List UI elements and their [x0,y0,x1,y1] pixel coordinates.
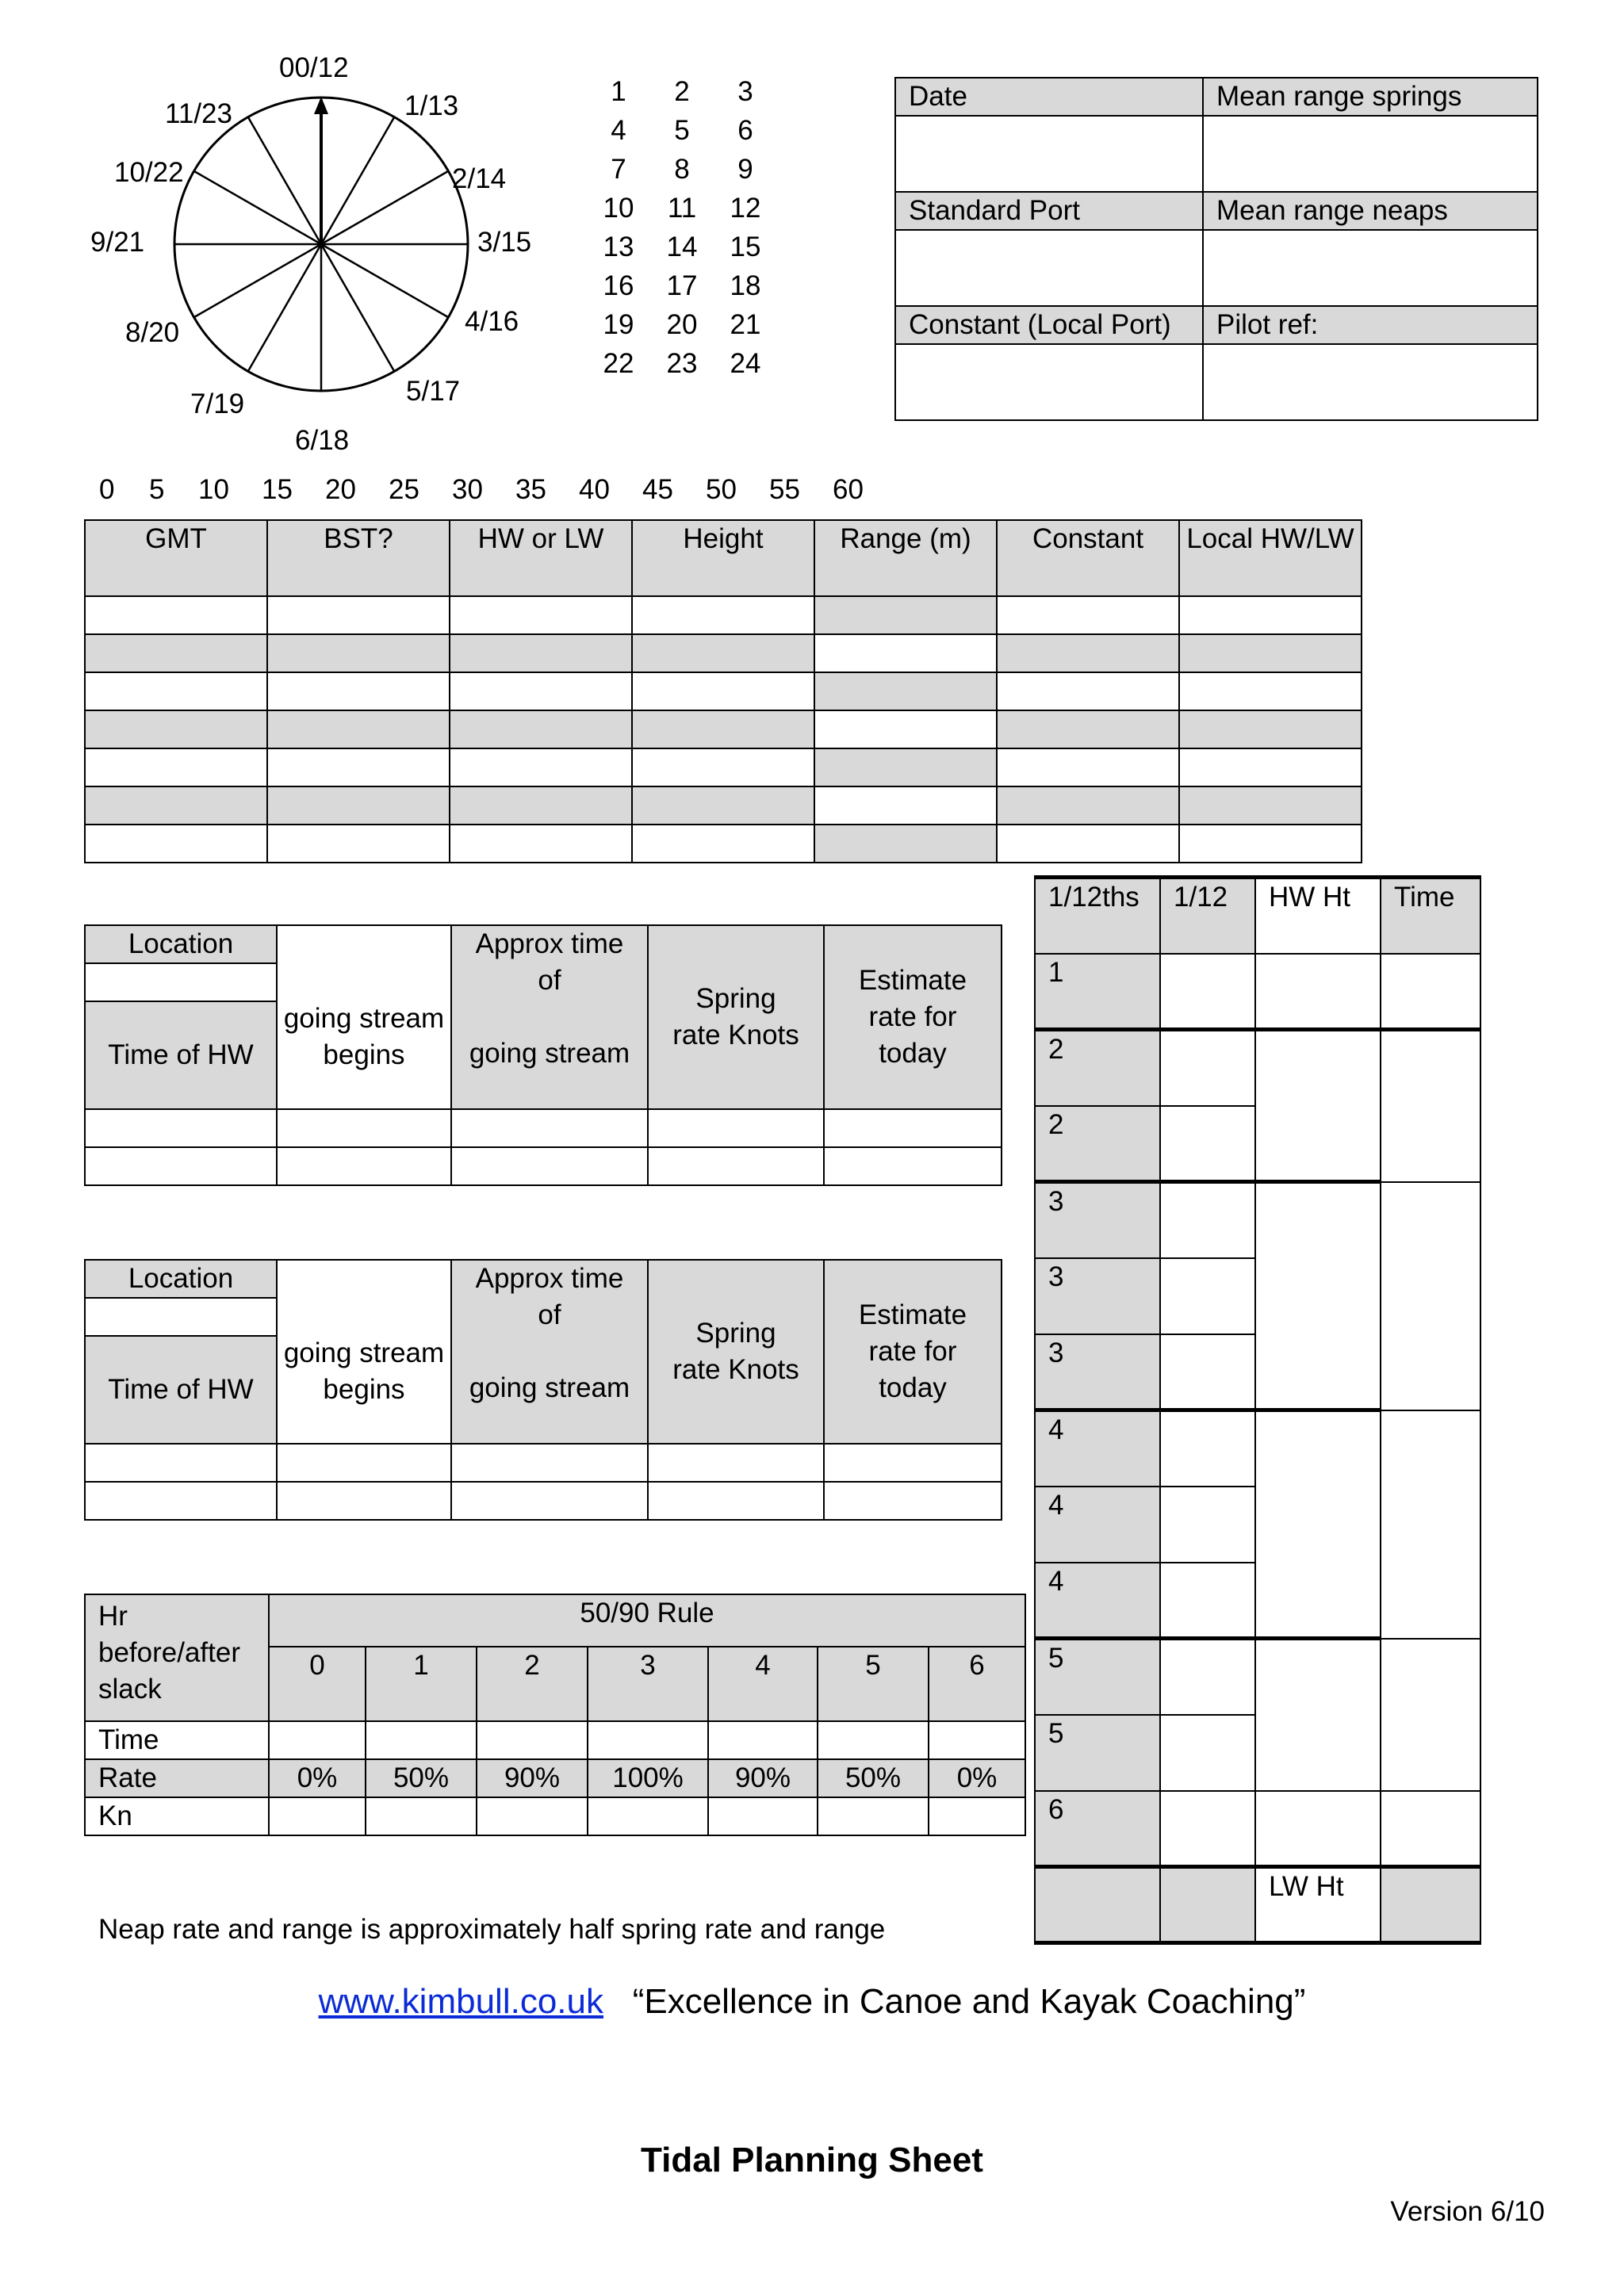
rate-value: 50% [366,1759,477,1797]
table-cell[interactable] [997,710,1179,748]
table-row [85,1444,1002,1482]
date-label: Date [895,78,1203,116]
table-cell[interactable] [648,1109,824,1147]
minute-tick: 40 [579,474,610,505]
table-cell[interactable] [997,634,1179,672]
table-cell[interactable] [814,596,997,634]
header-constant: Constant [997,520,1179,596]
table-cell[interactable] [818,1797,929,1835]
approx-time-header [451,1260,648,1444]
minute-tick: 45 [642,474,673,505]
table-cell[interactable] [1255,1410,1381,1639]
table-cell[interactable] [1035,1867,1160,1943]
table-cell[interactable] [269,1797,366,1835]
minute-tick: 55 [769,474,800,505]
mean-range-neaps-field[interactable] [1203,230,1538,306]
twelfths-row-label: 5 [1035,1639,1160,1715]
hr-before-after-slack-label: Hr before/after slack [85,1594,269,1721]
website-link[interactable]: www.kimbull.co.uk [318,1982,603,2021]
rule-of-twelfths-table [1034,875,1481,1945]
minute-tick: 15 [262,474,293,505]
table-cell[interactable] [814,825,997,863]
table-cell[interactable] [1381,1867,1480,1943]
hour-header: 4 [708,1647,818,1721]
neap-note: Neap rate and range is approximately half spring rate and range [98,1914,886,1945]
pilot-ref-field[interactable] [1203,344,1538,420]
table-cell[interactable] [1255,1639,1381,1791]
table-cell[interactable] [366,1797,477,1835]
rate-value: 100% [588,1759,708,1797]
hour-header: 0 [269,1647,366,1721]
grid-number: 10 [603,193,634,224]
rate-value: 0% [269,1759,366,1797]
table-cell[interactable] [267,672,450,710]
table-cell[interactable] [85,1444,277,1482]
table-cell[interactable] [648,1482,824,1520]
location-label: Location [85,925,277,963]
mean-range-springs-label: Mean range springs [1203,78,1538,116]
grid-number: 9 [737,154,753,185]
mean-range-springs-field[interactable] [1203,116,1538,192]
table-cell[interactable] [451,1147,648,1185]
table-row [85,1482,1002,1520]
rate-value: 50% [818,1759,929,1797]
tide-clock-diagram [159,95,492,420]
clock-label: 11/23 [165,98,232,129]
twelfths-row-label: 2 [1035,1030,1160,1106]
table-cell[interactable] [1255,1182,1381,1410]
hour-header: 2 [477,1647,588,1721]
table-cell[interactable] [708,1797,818,1835]
clock-label: 1/13 [404,90,459,121]
table-cell[interactable] [1179,596,1362,634]
table-cell[interactable] [85,1482,277,1520]
lw-ht-label: LW Ht [1255,1867,1381,1943]
table-cell[interactable] [997,596,1179,634]
hour-header: 5 [818,1647,929,1721]
grid-number: 24 [730,348,761,379]
table-cell[interactable] [1179,634,1362,672]
table-cell[interactable] [1381,1182,1480,1410]
table-cell[interactable] [277,1444,451,1482]
table-cell[interactable] [824,1482,1002,1520]
time-header: Time [1381,878,1480,954]
twelfths-row-label: 3 [1035,1182,1160,1258]
table-cell[interactable] [277,1482,451,1520]
hour-header: 1 [366,1647,477,1721]
table-cell[interactable] [85,825,267,863]
table-cell[interactable] [85,786,267,825]
table-cell[interactable] [451,1109,648,1147]
table-cell[interactable] [267,596,450,634]
table-cell[interactable] [1160,1334,1255,1410]
table-cell[interactable] [1160,1106,1255,1182]
table-cell[interactable] [824,1147,1002,1185]
table-cell[interactable] [814,710,997,748]
time-row-label: Time [85,1721,269,1759]
table-cell[interactable] [450,710,632,748]
table-cell[interactable] [818,1721,929,1759]
grid-number: 16 [603,270,634,301]
standard-port-label: Standard Port [895,192,1203,230]
grid-number: 17 [666,270,698,301]
table-cell[interactable] [814,786,997,825]
table-cell[interactable] [1160,954,1255,1030]
grid-number: 22 [603,348,634,379]
twelfths-row-label: 1 [1035,954,1160,1030]
table-cell[interactable] [588,1721,708,1759]
twelfths-row-label: 2 [1035,1106,1160,1182]
table-row [85,710,1362,748]
table-cell[interactable] [997,825,1179,863]
table-row [85,748,1362,786]
table-cell[interactable] [632,748,814,786]
hw-ht-header: HW Ht [1255,878,1381,954]
table-cell[interactable] [450,672,632,710]
approx-time-header [451,925,648,1109]
version-label: Version 6/10 [1390,2196,1545,2227]
twelfths-row-label: 3 [1035,1334,1160,1410]
grid-number: 5 [674,115,690,146]
date-field[interactable] [895,116,1203,192]
twelfths-row-label: 4 [1035,1410,1160,1487]
rate-row-label: Rate [85,1759,269,1797]
table-cell[interactable] [450,634,632,672]
clock-label: 8/20 [125,317,180,348]
table-cell[interactable] [1179,825,1362,863]
table-cell[interactable] [1179,748,1362,786]
clock-label: 6/18 [295,425,350,456]
table-cell[interactable] [632,786,814,825]
tide-times-table [84,519,1362,863]
table-cell[interactable] [632,825,814,863]
table-cell[interactable] [632,710,814,748]
table-row [85,786,1362,825]
fifty-ninety-rule-table [84,1594,1026,1836]
table-cell[interactable] [85,672,267,710]
pilot-ref-label: Pilot ref: [1203,306,1538,344]
grid-number: 18 [730,270,761,301]
table-cell[interactable] [1255,1791,1381,1867]
constant-local-port-field[interactable] [895,344,1203,420]
table-cell[interactable] [267,825,450,863]
clock-label: 3/15 [477,227,532,258]
approx-time-line: Approx time [475,928,624,959]
table-cell[interactable] [450,596,632,634]
clock-label: 4/16 [465,306,519,337]
header-bst: BST? [267,520,450,596]
page-title: Tidal Planning Sheet [641,2141,983,2179]
table-cell[interactable] [1255,1030,1381,1182]
grid-number: 21 [730,309,761,340]
table-cell[interactable] [929,1721,1025,1759]
minute-tick: 5 [149,474,165,505]
table-cell[interactable] [814,748,997,786]
table-cell[interactable] [1381,1410,1480,1639]
table-cell[interactable] [648,1444,824,1482]
minute-tick: 35 [515,474,546,505]
clock-label: 2/14 [452,163,507,194]
grid-number: 7 [611,154,626,185]
grid-number: 2 [674,76,690,107]
approx-time-line: going stream [469,1372,630,1403]
table-cell[interactable] [366,1721,477,1759]
standard-port-field[interactable] [895,230,1203,306]
twelfths-row-label: 4 [1035,1563,1160,1639]
table-cell[interactable] [85,710,267,748]
table-cell[interactable] [477,1797,588,1835]
clock-label: 5/17 [406,376,461,407]
estimate-rate-header: Estimate rate for today [824,925,1002,1109]
table-row [85,672,1362,710]
minute-tick: 60 [833,474,864,505]
time-of-hw-label: Time of HW [85,1001,277,1109]
table-cell[interactable] [1160,1715,1255,1791]
minute-tick: 20 [325,474,356,505]
table-row [85,1109,1002,1147]
table-cell[interactable] [277,1109,451,1147]
approx-time-line: Approx time [475,1263,624,1294]
twelfths-header: 1/12ths [1035,878,1160,954]
grid-number: 6 [737,115,753,146]
table-cell[interactable] [1160,1182,1255,1258]
header-range: Range (m) [814,520,997,596]
table-cell[interactable] [450,786,632,825]
table-cell[interactable] [997,672,1179,710]
table-cell[interactable] [632,634,814,672]
twelfths-row-label: 3 [1035,1258,1160,1334]
table-row [85,1147,1002,1185]
minute-tick: 25 [389,474,419,505]
table-cell[interactable] [1160,1563,1255,1639]
rate-value: 0% [929,1759,1025,1797]
grid-number: 13 [603,232,634,262]
tidal-stream-table-1 [84,924,1002,1186]
going-stream-begins-header: going stream begins [277,1260,451,1444]
table-cell[interactable] [1179,672,1362,710]
table-cell[interactable] [632,672,814,710]
table-cell[interactable] [824,1444,1002,1482]
twelfths-row-label: 5 [1035,1715,1160,1791]
tidal-stream-table-2 [84,1259,1002,1521]
grid-number: 12 [730,193,761,224]
table-cell[interactable] [267,710,450,748]
approx-time-line: going stream [469,1038,630,1069]
table-cell[interactable] [1381,954,1480,1030]
table-cell[interactable] [85,1109,277,1147]
table-row [85,596,1362,634]
minute-tick: 10 [198,474,229,505]
port-info-table [894,77,1538,421]
location-field[interactable] [85,1298,277,1336]
hour-number-grid [587,76,793,393]
twelfths-row-label: 4 [1035,1487,1160,1563]
table-cell[interactable] [450,748,632,786]
table-cell[interactable] [929,1797,1025,1835]
minute-tick: 50 [706,474,737,505]
one-twelfth-header: 1/12 [1160,878,1255,954]
header-local-hw-lw: Local HW/LW [1179,520,1362,596]
approx-time-line: of [538,965,561,996]
table-cell[interactable] [267,748,450,786]
table-cell[interactable] [1160,1867,1255,1943]
kn-row-label: Kn [85,1797,269,1835]
header-gmt: GMT [85,520,267,596]
approx-time-line: of [538,1299,561,1330]
minute-tick: 0 [99,474,115,505]
table-cell[interactable] [997,786,1179,825]
grid-number: 15 [730,232,761,262]
table-cell[interactable] [477,1721,588,1759]
grid-number: 19 [603,309,634,340]
going-stream-begins-header: going stream begins [277,925,451,1109]
table-cell[interactable] [708,1721,818,1759]
header-height: Height [632,520,814,596]
location-label: Location [85,1260,277,1298]
table-cell[interactable] [85,596,267,634]
grid-number: 3 [737,76,753,107]
table-cell[interactable] [1255,954,1381,1030]
grid-number: 23 [666,348,698,379]
table-cell[interactable] [85,748,267,786]
tagline: “Excellence in Canoe and Kayak Coaching” [632,1982,1306,2021]
minute-tick: 30 [452,474,483,505]
rate-value: 90% [477,1759,588,1797]
table-cell[interactable] [814,672,997,710]
table-cell[interactable] [632,596,814,634]
table-cell[interactable] [814,634,997,672]
table-cell[interactable] [1160,1791,1255,1867]
clock-label: 7/19 [190,388,245,419]
table-cell[interactable] [451,1482,648,1520]
grid-number: 4 [611,115,626,146]
spring-rate-header: Spring rate Knots [648,1260,824,1444]
rate-value: 90% [708,1759,818,1797]
mean-range-neaps-label: Mean range neaps [1203,192,1538,230]
table-row [85,825,1362,863]
header-hw-or-lw: HW or LW [450,520,632,596]
grid-number: 14 [666,232,698,262]
table-cell[interactable] [267,786,450,825]
clock-label: 00/12 [279,52,349,83]
table-cell[interactable] [1160,1487,1255,1563]
table-cell[interactable] [1381,1639,1480,1791]
grid-number: 20 [666,309,698,340]
clock-label: 10/22 [114,157,184,188]
table-row [85,634,1362,672]
constant-local-port-label: Constant (Local Port) [895,306,1203,344]
minute-scale [89,474,882,511]
twelfths-row-label: 6 [1035,1791,1160,1867]
clock-label: 9/21 [90,227,145,258]
table-cell[interactable] [1381,1030,1480,1182]
table-cell[interactable] [1160,1410,1255,1487]
hour-header: 6 [929,1647,1025,1721]
table-cell[interactable] [277,1147,451,1185]
rule-title: 50/90 Rule [269,1594,1025,1647]
table-cell[interactable] [85,1147,277,1185]
estimate-rate-header: Estimate rate for today [824,1260,1002,1444]
table-cell[interactable] [648,1147,824,1185]
table-cell[interactable] [1160,1258,1255,1334]
hour-header: 3 [588,1647,708,1721]
table-cell[interactable] [1179,786,1362,825]
table-cell[interactable] [997,748,1179,786]
table-cell[interactable] [267,634,450,672]
table-cell[interactable] [85,634,267,672]
table-cell[interactable] [1381,1791,1480,1867]
table-cell[interactable] [824,1109,1002,1147]
table-cell[interactable] [1160,1639,1255,1715]
time-of-hw-label: Time of HW [85,1336,277,1444]
table-cell[interactable] [1160,1030,1255,1106]
table-cell[interactable] [1179,710,1362,748]
spring-rate-header: Spring rate Knots [648,925,824,1109]
location-field[interactable] [85,963,277,1001]
table-cell[interactable] [269,1721,366,1759]
grid-number: 11 [667,193,697,224]
table-cell[interactable] [451,1444,648,1482]
footer-line [0,1982,1624,2022]
grid-number: 8 [674,154,690,185]
table-cell[interactable] [450,825,632,863]
grid-number: 1 [611,76,626,107]
table-cell[interactable] [588,1797,708,1835]
